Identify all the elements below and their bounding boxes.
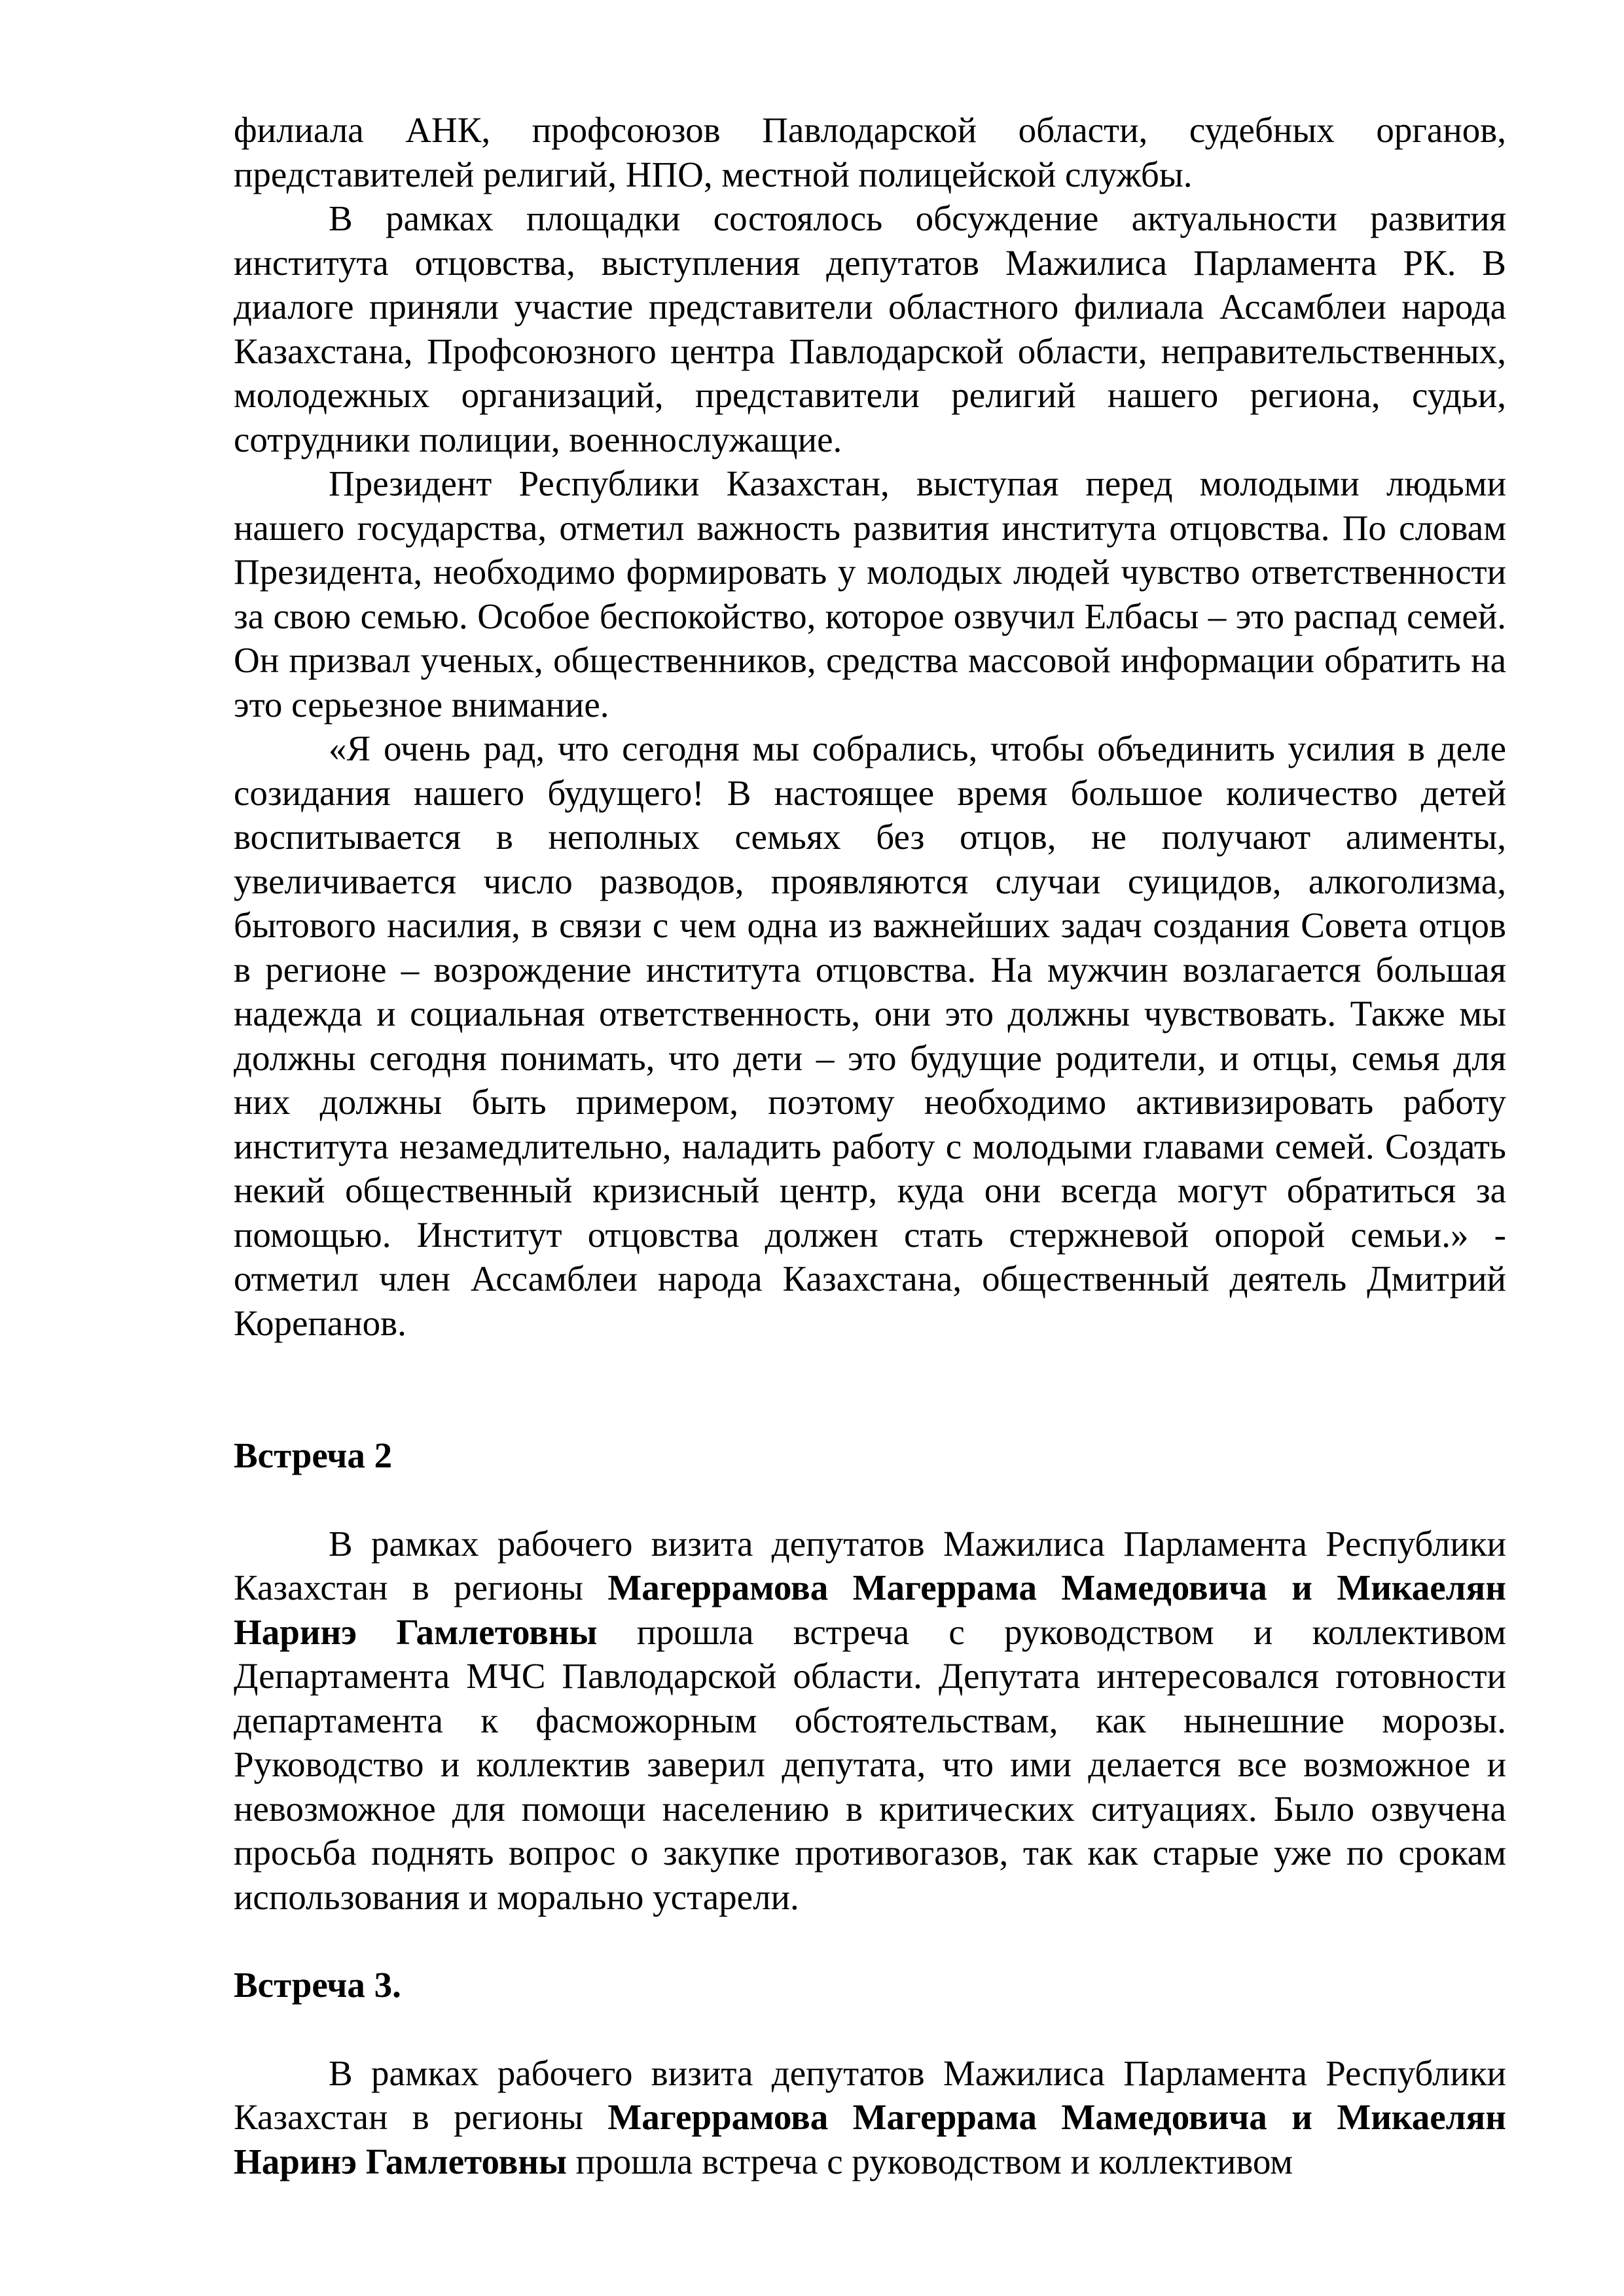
continuation-paragraph: филиала АНК, профсоюзов Павлодарской области, судебных органов, представителей религий, НПО, местной полицейской службы. (234, 110, 1506, 194)
meeting-3-paragraph (234, 2051, 1506, 2184)
spacer (234, 1478, 1506, 1522)
meeting-2-paragraph (234, 1522, 1506, 1920)
meeting-3-heading: Встреча 3. (234, 1965, 401, 2005)
meeting-2-heading: Встреча 2 (234, 1435, 393, 1475)
president-paragraph: Президент Республики Казахстан, выступая перед молодыми людьми нашего государства, отметил важность развития института отцовства. По словам Президента, необходимо формировать у молодых людей чувство ответственности за свою семью. Особое беспокойство, которое озвучил Елбасы – это распад семей. Он призвал ученых, общественников, средства массовой информации обратить на это серьезное внимание. (234, 463, 1506, 725)
meeting-2-deputies: Магеррамова Магеррама Мамедовича и Микаелян Наринэ Гамлетовны (234, 1568, 1506, 1652)
spacer (234, 2007, 1506, 2051)
meeting-3-text-end: прошла встреча с руководством и коллективом (566, 2141, 1293, 2181)
meeting-2-text-end: прошла встреча с руководством и коллективом Департамента МЧС Павлодарской области. Депутата интересовался готовности департамента к фасможорным обстоятельствам, как нынешние морозы. Руководство и коллектив заверил депутата, что ими делается все возможное и невозможное для помощи населению в критических ситуациях. Было озвучена просьба поднять вопрос о закупке противогазов, так как старые уже по срокам использования и морально устарели. (234, 1611, 1506, 1917)
document-page (234, 108, 1506, 2183)
meeting-3-deputies: Магеррамова Магеррама Мамедовича и Микаелян Наринэ Гамлетовны (234, 2097, 1506, 2181)
quote-paragraph: «Я очень рад, что сегодня мы собрались, чтобы объединить усилия в деле созидания нашего будущего! В настоящее время большое количество детей воспитывается в неполных семьях без отцов, не получают алименты, увеличивается число разводов, проявляются случаи суицидов, алкоголизма, бытового насилия, в связи с чем одна из важнейших задач создания Совета отцов в регионе – возрождение института отцовства. На мужчин возлагается большая надежда и социальная ответственность, они это должны чувствовать. Также мы должны сегодня понимать, что дети – это будущие родители, и отцы, семья для них должны быть примером, поэтому необходимо активизировать работу института незамедлительно, наладить работу с молодыми главами семей. Создать некий общественный кризисный центр, куда они всегда могут обратиться за помощью. Институт отцовства должен стать стержневой опорой семьи.» - отметил член Ассамблеи народа Казахстана, общественный деятель Дмитрий Корепанов. (234, 728, 1506, 1343)
platform-paragraph: В рамках площадки состоялось обсуждение актуальности развития института отцовства, выступления депутатов Мажилиса Парламента РК. В диалоге приняли участие представители областного филиала Ассамблеи народа Казахстана, Профсоюзного центра Павлодарской области, неправительственных, молодежных организаций, представители религий нашего региона, судьи, сотрудники полиции, военнослужащие. (234, 198, 1506, 459)
meeting-3-text-start: В рамках рабочего визита депутатов Мажилиса Парламента Республики Казахстан в регионы (234, 2053, 1506, 2137)
meeting-2-text-start: В рамках рабочего визита депутатов Мажилиса Парламента Республики Казахстан в регионы (234, 1523, 1506, 1607)
spacer (234, 1919, 1506, 1963)
spacer (234, 1345, 1506, 1433)
